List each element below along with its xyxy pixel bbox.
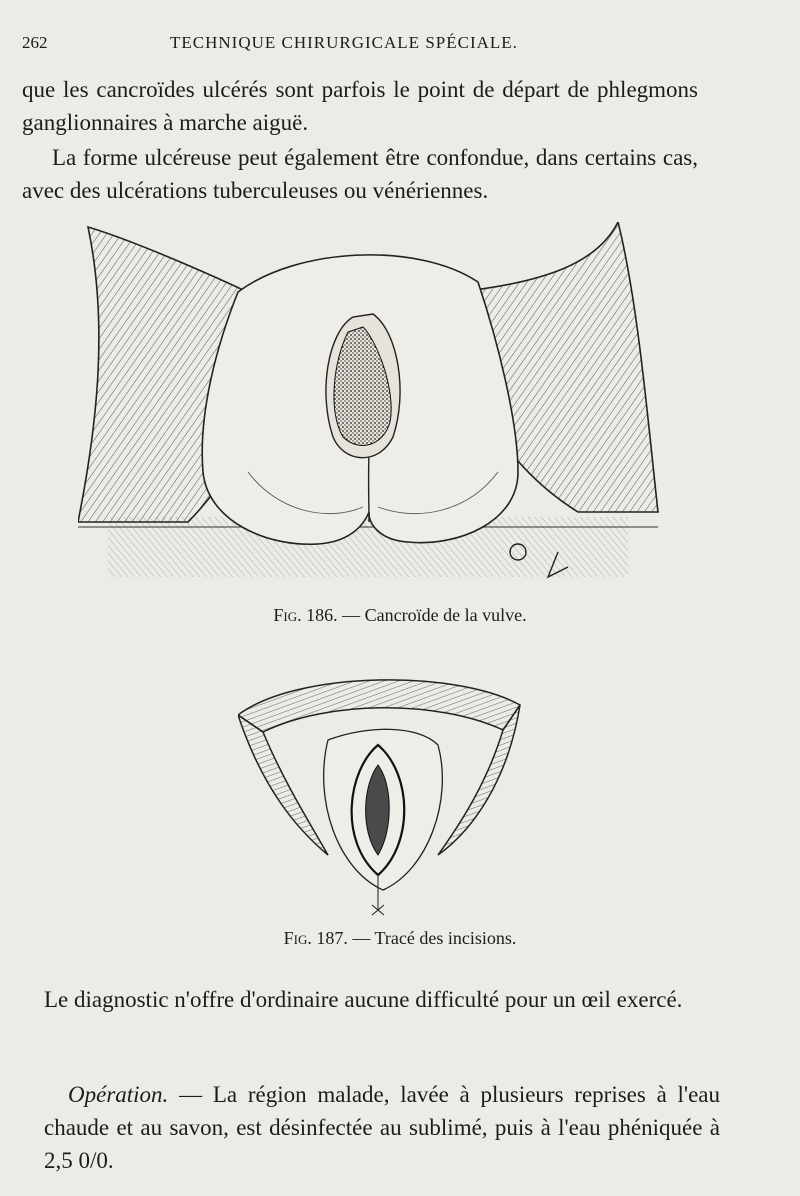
figure-186-label: Fig. 186. [273, 605, 338, 625]
running-header [0, 33, 800, 55]
figure-186-caption [0, 605, 800, 626]
paragraph-4-text: — La région malade, lavée à plusieurs reprises à l'eau chaude et au savon, est désinfectée au sublimé, puis à l'eau phéniquée à 2,5 0/0. [44, 1082, 720, 1173]
paragraph-3: Le diagnostic n'offre d'ordinaire aucune difficulté pour un œil exercé. [44, 987, 683, 1012]
running-title: TECHNIQUE CHIRURGICALE SPÉCIALE. [170, 33, 518, 52]
paragraph-1: que les cancroïdes ulcérés sont parfois le point de départ de phlegmons ganglionnaires à marche aiguë. [22, 77, 698, 135]
figure-187-label: Fig. 187. [283, 928, 348, 948]
paragraph-2: La forme ulcéreuse peut également être confondue, dans certains cas, avec des ulcérations tuberculeuses ou vénériennes. [22, 145, 698, 203]
figure-187-illustration [238, 670, 523, 920]
paragraph-4-lead: Opération. [68, 1082, 169, 1107]
figure-187-caption [0, 928, 800, 949]
figure-186-illustration [78, 222, 660, 587]
figure-186-text: — Cancroïde de la vulve. [337, 605, 527, 625]
paragraph-4 [44, 1078, 720, 1177]
figure-187-text: — Tracé des incisions. [347, 928, 517, 948]
page-number: 262 [22, 33, 48, 52]
